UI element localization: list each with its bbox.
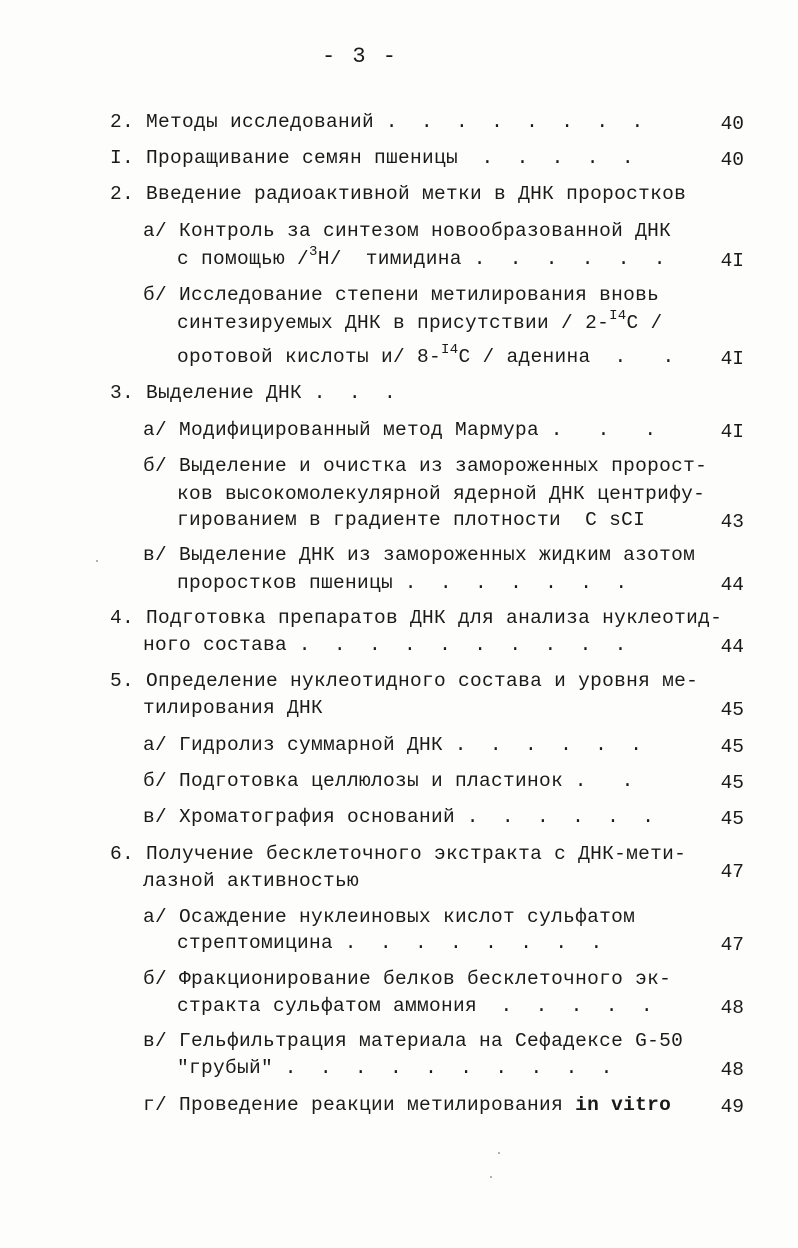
toc-leader-dots: . . . . . . . .: [374, 111, 644, 133]
toc-entry-text: в/ Гельфильтрация материала на Сефадексе G-50: [143, 1030, 684, 1052]
toc-leader-dots: . . . . . . .: [393, 572, 628, 594]
toc-page-number: 43: [720, 511, 744, 533]
toc-subentry-fractionation-cont: [177, 994, 653, 1018]
toc-page-number: 4I: [720, 250, 744, 272]
toc-subentry-purification-cont: [177, 508, 645, 532]
toc-entry-text: проростков пшеницы: [177, 572, 394, 594]
toc-page-number: 48: [720, 1059, 744, 1081]
toc-page-number: 40: [720, 113, 744, 135]
toc-entry-text: б/ Выделение и очистка из замороженных пророст-: [143, 455, 708, 477]
toc-page-number: 47: [720, 934, 744, 956]
toc-leader-dots: . . . . . . . . . .: [273, 1057, 613, 1079]
toc-entry-text: б/ Исследование степени метилирования вновь: [143, 284, 660, 306]
toc-leader-dots: . . . . .: [458, 147, 634, 169]
toc-subentry-fractionation: [143, 967, 671, 991]
toc-entry-text: тилирования ДНК: [143, 697, 324, 719]
scan-speck: [490, 1176, 492, 1178]
toc-entry-text: 6. Получение бесклеточного экстракта с ДНК-мети-: [110, 843, 687, 865]
toc-entry-text: в/ Хроматография оснований: [143, 806, 456, 828]
toc-subentry-hydrolysis: [143, 733, 642, 757]
toc-entry-cellfree-extract-cont: [143, 869, 359, 893]
toc-subentry-thymidine: [177, 243, 666, 271]
toc-page-number: 49: [720, 1096, 744, 1118]
toc-entry-text-a: с помощью /: [177, 248, 310, 270]
toc-page-number: 45: [720, 808, 744, 830]
toc-entry-text: а/ Гидролиз суммарной ДНК: [143, 734, 444, 756]
toc-entry-text: "грубый": [177, 1057, 274, 1079]
toc-entry-text: в/ Выделение ДНК из замороженных жидким азотом: [143, 544, 696, 566]
toc-superscript: 3: [309, 243, 318, 260]
toc-subentry-chromatography: [143, 805, 654, 829]
toc-entry-text-b: Н/ тимидина . . . . . .: [317, 248, 666, 270]
toc-subentry-cellulose: [143, 769, 633, 793]
toc-page-number: 47: [720, 861, 744, 883]
toc-page-number: 44: [720, 636, 744, 658]
toc-subentry-marmur: [143, 418, 656, 442]
toc-leader-dots: . . . . .: [477, 995, 653, 1017]
toc-entry-germination: [110, 146, 634, 170]
toc-entry-text: гированием в градиенте плотности С sCI: [177, 509, 646, 531]
toc-subentry-precipitation-cont: [177, 931, 602, 955]
toc-entry-text: ков высокомолекулярной ядерной ДНК центрифу-: [177, 483, 706, 505]
toc-entry-text: б/ Подготовка целлюлозы и пластинок: [143, 770, 564, 792]
toc-subentry-orotic-acid: [177, 341, 675, 369]
toc-leader-dots: . . . . . . . .: [333, 932, 603, 954]
toc-entry-text: стрептомицина: [177, 932, 334, 954]
toc-page-number: 45: [720, 699, 744, 721]
page-number: - 3 -: [321, 44, 398, 69]
toc-entry-text: 2. Методы исследований: [110, 111, 375, 133]
toc-entry-text: б/ Фракционирование белков бесклеточного эк-: [143, 968, 672, 990]
toc-entry-preparation: [110, 606, 722, 630]
toc-leader-dots: . . .: [302, 382, 396, 404]
toc-entry-dna-isolation: [110, 381, 396, 405]
toc-entry-text: ного состава: [143, 634, 288, 656]
toc-entry-preparation-cont: [143, 633, 626, 657]
toc-subentry-gel-filtration: [143, 1029, 683, 1053]
toc-subentry-liquid-nitrogen: [143, 543, 695, 567]
toc-entry-text: 2. Введение радиоактивной метки в ДНК проростков: [110, 183, 687, 205]
toc-entry-methods: [110, 110, 643, 134]
toc-entry-text: а/ Осаждение нуклеиновых кислот сульфатом: [143, 906, 636, 928]
toc-subentry-methylation-reaction: [143, 1093, 671, 1117]
toc-page-number: 44: [720, 574, 744, 596]
toc-page-number: 48: [720, 997, 744, 1019]
toc-page-number: 40: [720, 149, 744, 171]
toc-entry-radio-label: [110, 182, 686, 206]
toc-leader-dots: . . . . . .: [443, 734, 642, 756]
toc-page-number: 45: [720, 772, 744, 794]
scan-speck: [96, 560, 98, 562]
toc-subentry-gel-filtration-cont: [177, 1056, 612, 1080]
toc-entry-text: а/ Контроль за синтезом новообразованной ДНК: [143, 220, 672, 242]
toc-entry-text: лазной активностью: [143, 870, 360, 892]
toc-entry-text-a: оротовой кислоты и/ 8-: [177, 346, 442, 368]
toc-entry-bold: in vitro: [575, 1094, 672, 1116]
toc-subentry-methylation-degree: [143, 283, 659, 307]
toc-entry-text: I. Проращивание семян пшеницы: [110, 147, 459, 169]
toc-subentry-purification: [143, 454, 707, 478]
toc-entry-text: а/ Модифицированный метод Мармура: [143, 419, 540, 441]
toc-page-number: 45: [720, 736, 744, 758]
toc-subentry-synth-dna: [177, 307, 663, 335]
toc-entry-text-a: синтезируемых ДНК в присутствии / 2-: [177, 312, 610, 334]
toc-entry-composition: [110, 669, 698, 693]
toc-subentry-precipitation: [143, 905, 635, 929]
toc-entry-text: стракта сульфатом аммония: [177, 995, 478, 1017]
toc-superscript: I4: [609, 307, 627, 324]
toc-page-number: 4I: [720, 421, 744, 443]
toc-leader-dots: . . . . . . . . . .: [287, 634, 627, 656]
toc-entry-text: 3. Выделение ДНК: [110, 382, 303, 404]
toc-leader-dots: . . . . . .: [455, 806, 654, 828]
toc-entry-composition-cont: [143, 696, 323, 720]
toc-subentry-control-synthesis: [143, 219, 671, 243]
toc-page-number: 4I: [720, 348, 744, 370]
toc-entry-text-b: С /: [626, 312, 663, 334]
toc-subentry-purification-cont: [177, 482, 705, 506]
toc-leader-dots: . . .: [539, 419, 657, 441]
toc-entry-text-b: С / аденина . .: [458, 346, 675, 368]
toc-entry-cellfree-extract: [110, 842, 686, 866]
toc-subentry-liquid-nitrogen-cont: [177, 571, 627, 595]
toc-leader-dots: . .: [563, 770, 634, 792]
toc-superscript: I4: [441, 341, 459, 358]
scan-speck: [498, 1152, 500, 1154]
toc-entry-text: 5. Определение нуклеотидного состава и уровня ме-: [110, 670, 699, 692]
toc-entry-text: 4. Подготовка препаратов ДНК для анализа нуклеотид-: [110, 607, 723, 629]
toc-entry-text-a: г/ Проведение реакции метилирования: [143, 1094, 576, 1116]
